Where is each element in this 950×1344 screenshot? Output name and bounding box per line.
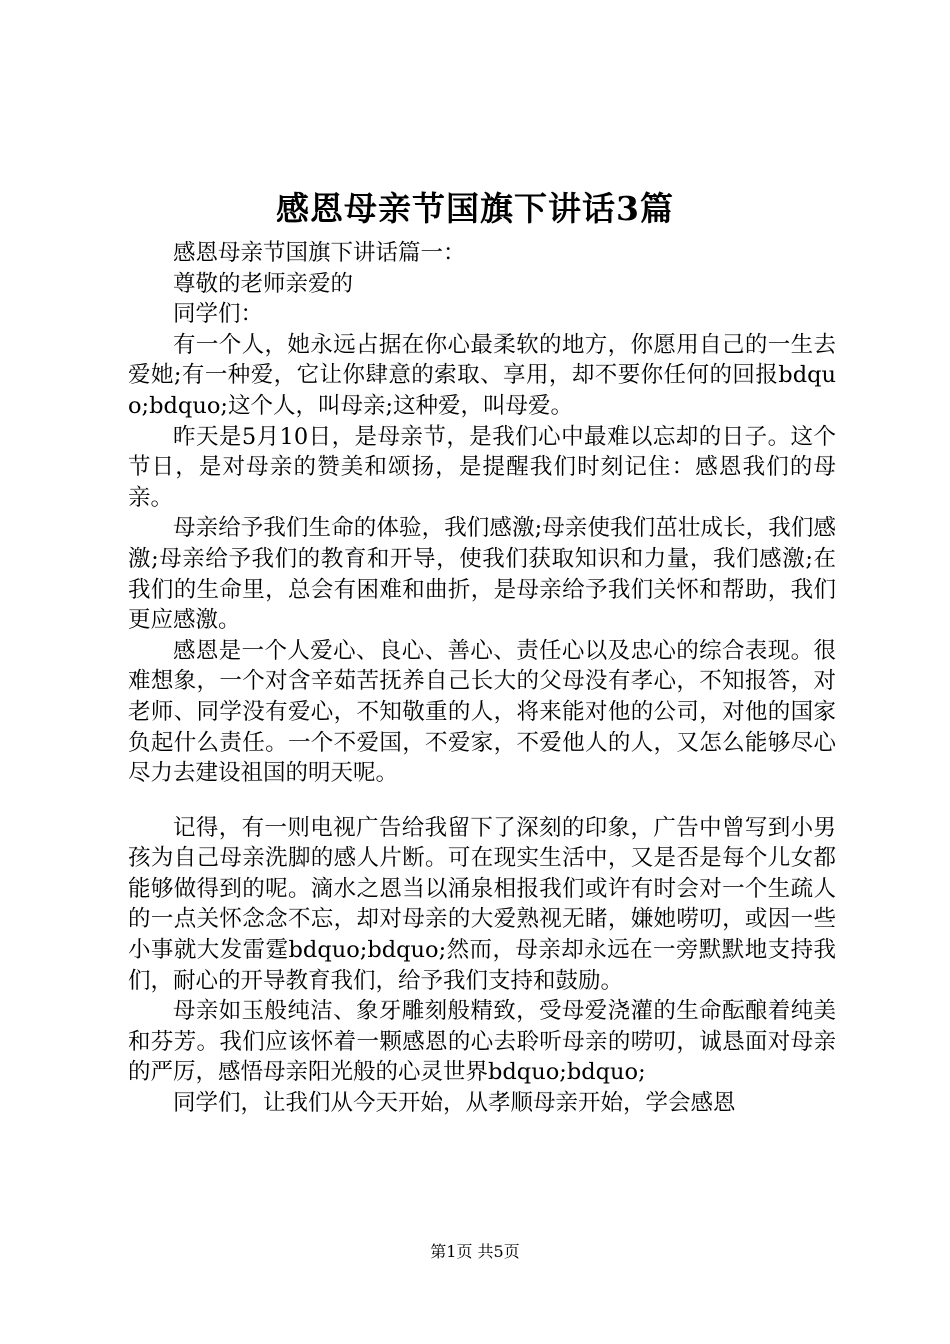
paragraph: 记得，有一则电视广告给我留下了深刻的印象，广告中曾写到小男孩为自己母亲洗脚的感人片断。可在现实生活中，又是否是每个儿女都能够做得到的呢。滴水之恩当以涌泉相报我们或许有时会对一个生疏人的一点关怀念念不忘，却对母亲的大爱熟视无睹，嫌她唠叨，或因一些小事就大发雷霆bdquo;bdquo;然而，母亲却永远在一旁默默地支持我们，耐心的开导教育我们，给予我们支持和鼓励。 — [128, 814, 836, 994]
page-footer: 第1页 共5页 — [430, 1242, 520, 1261]
paragraph-salutation-1: 尊敬的老师亲爱的 — [173, 270, 354, 297]
document-body — [128, 238, 836, 1119]
paragraph-salutation-2: 同学们： — [173, 301, 264, 328]
paragraph: 有一个人，她永远占据在你心最柔软的地方，你愿用自己的一生去爱她;有一种爱，它让你肆意的索取、享用，却不要你任何的回报bdquo;bdquo;这个人，叫母亲;这种爱，叫母爱。 — [128, 331, 836, 419]
paragraph: 母亲如玉般纯洁、象牙雕刻般精致，受母爱浇灌的生命酝酿着纯美和芬芳。我们应该怀着一颗感恩的心去聆听母亲的唠叨，诚恳面对母亲的严厉，感悟母亲阳光般的心灵世界bdquo;bdquo; — [128, 998, 836, 1086]
paragraph: 感恩是一个人爱心、良心、善心、责任心以及忠心的综合表现。很难想象，一个对含辛茹苦抚养自己长大的父母没有孝心，不知报答，对老师、同学没有爱心，不知敬重的人，将来能对他的公司，对他的国家负起什么责任。一个不爱国，不爱家，不爱他人的人，又怎么能够尽心尽力去建设祖国的明天呢。 — [128, 637, 836, 787]
document-title: 感恩母亲节国旗下讲话3篇 — [276, 189, 674, 228]
paragraph-heading: 感恩母亲节国旗下讲话篇一： — [173, 240, 466, 266]
paragraph: 同学们，让我们从今天开始，从孝顺母亲开始，学会感恩 — [173, 1090, 736, 1117]
paragraph: 昨天是5月10日，是母亲节，是我们心中最难以忘却的日子。这个节日，是对母亲的赞美和颂扬，是提醒我们时刻记住：感恩我们的母亲。 — [128, 423, 836, 511]
paragraph: 母亲给予我们生命的体验，我们感激;母亲使我们茁壮成长，我们感激;母亲给予我们的教育和开导，使我们获取知识和力量，我们感激;在我们的生命里，总会有困难和曲折，是母亲给予我们关怀和帮助，我们更应感激。 — [128, 515, 836, 634]
